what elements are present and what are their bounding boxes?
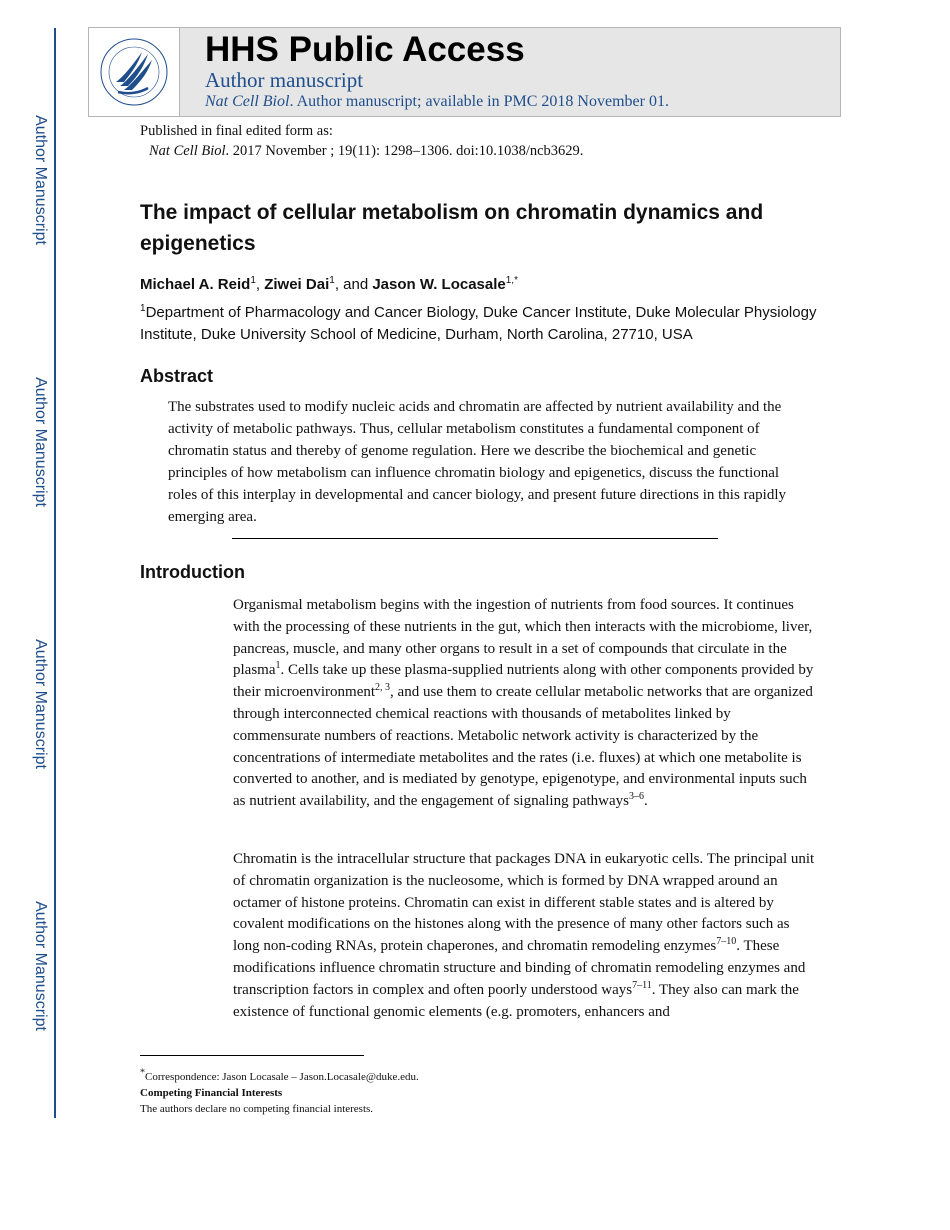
published-label: Published in final edited form as:	[140, 123, 333, 139]
competing-interests-heading: Competing Financial Interests	[140, 1087, 283, 1099]
hhs-title: HHS Public Access	[205, 30, 525, 69]
intro-paragraph-2: Chromatin is the intracellular structure that packages DNA in eukaryotic cells. The principal unit of chromatin organization is the nucleosome, which is formed by DNA wrapped around an octamer of histone proteins. Chromatin can exist in different stable states and is altered by covalent modifications on the histones along with the presence of many other factors such as long non-coding RNAs, protein chaperones, and chromatin remodeling enzymes$^{7-10}$. These modifications influence chromatin structure and binding of chromatin remodeling enzymes and transcription factors in complex and often poorly understood ways$^{7-11}$. They also can mark the existence of functional genomic elements (e.g. promoters, enhancers and	[233, 851, 815, 1020]
footnote-divider	[140, 1055, 364, 1056]
author-name: Jason W. Locasale	[372, 276, 506, 293]
sidebar-label-1: Author Manuscript	[32, 115, 49, 245]
availability-line: Nat Cell Biol. Author manuscript; available in PMC 2018 November 01.	[205, 93, 669, 110]
sidebar-label-2: Author Manuscript	[32, 377, 49, 507]
hhs-eagle-seal-icon	[98, 36, 170, 108]
author-list: Michael A. Reid$^1$, Ziwei Dai$^1$, and Jason W. Locasale$^{1,*}$	[140, 275, 518, 293]
hhs-logo	[89, 28, 180, 116]
sidebar-rule	[54, 28, 56, 1118]
author-name: Michael A. Reid	[140, 276, 251, 293]
article-title: The impact of cellular metabolism on chromatin dynamics and epigenetics	[140, 201, 764, 255]
author-name: Ziwei Dai	[264, 276, 330, 293]
competing-interests-text: The authors declare no competing financial interests.	[140, 1103, 374, 1115]
intro-paragraph-1: Organismal metabolism begins with the ingestion of nutrients from food sources. It continues with the processing of these nutrients in the gut, which then interacts with the microbiome, liver, pancreas, muscle, and many other organs to result in a set of compounds that circulate in the plasma$^1$. Cells take up these plasma-supplied nutrients along with other components provided by their microenvironment$^{2, 3}$, and use them to create cellular metabolic networks that are organized through interconnected chemical reactions with thousands of metabolites linked by commensurate numbers of reactions. Metabolic network activity is characterized by the concentrations of intermediate metabolites and the rates (i.e. fluxes) at which one metabolite is converted to another, and is mediated by genotype, epigenotype, and environmental inputs such as nutrient availability, and the engagement of signaling pathways$^{3-6}$.	[233, 597, 814, 810]
sidebar-label-3: Author Manuscript	[32, 639, 49, 769]
abstract-text: The substrates used to modify nucleic acids and chromatin are affected by nutrient availability and the activity of metabolic pathways. Thus, cellular metabolism constitutes a fundamental component of chromatin status and thereby of genome regulation. Here we describe the biochemical and genetic principles of how metabolism can influence chromatin biology and epigenetics, discuss the functional roles of this interplay in developmental and cancer biology, and present future directions in this rapidly emerging area.	[168, 399, 787, 525]
affiliation: $^1$Department of Pharmacology and Cancer Biology, Duke Cancer Institute, Duke Molecular Physiology Institute, Duke University School of Medicine, Durham, North Carolina, 27710, USA	[140, 303, 817, 343]
abstract-divider	[232, 538, 718, 539]
footnotes	[140, 1069, 419, 1117]
hhs-header	[88, 27, 841, 117]
abstract-heading: Abstract	[140, 366, 214, 386]
published-info	[140, 121, 583, 161]
citation: Nat Cell Biol. 2017 November ; 19(11): 1298–1306. doi:10.1038/ncb3629.	[149, 143, 584, 159]
author-manuscript-label: Author manuscript	[205, 68, 364, 92]
correspondence-note: *Correspondence: Jason Locasale – Jason.Locasale@duke.edu.	[140, 1067, 419, 1083]
introduction-heading: Introduction	[140, 562, 245, 582]
sidebar-label-4: Author Manuscript	[32, 901, 49, 1031]
